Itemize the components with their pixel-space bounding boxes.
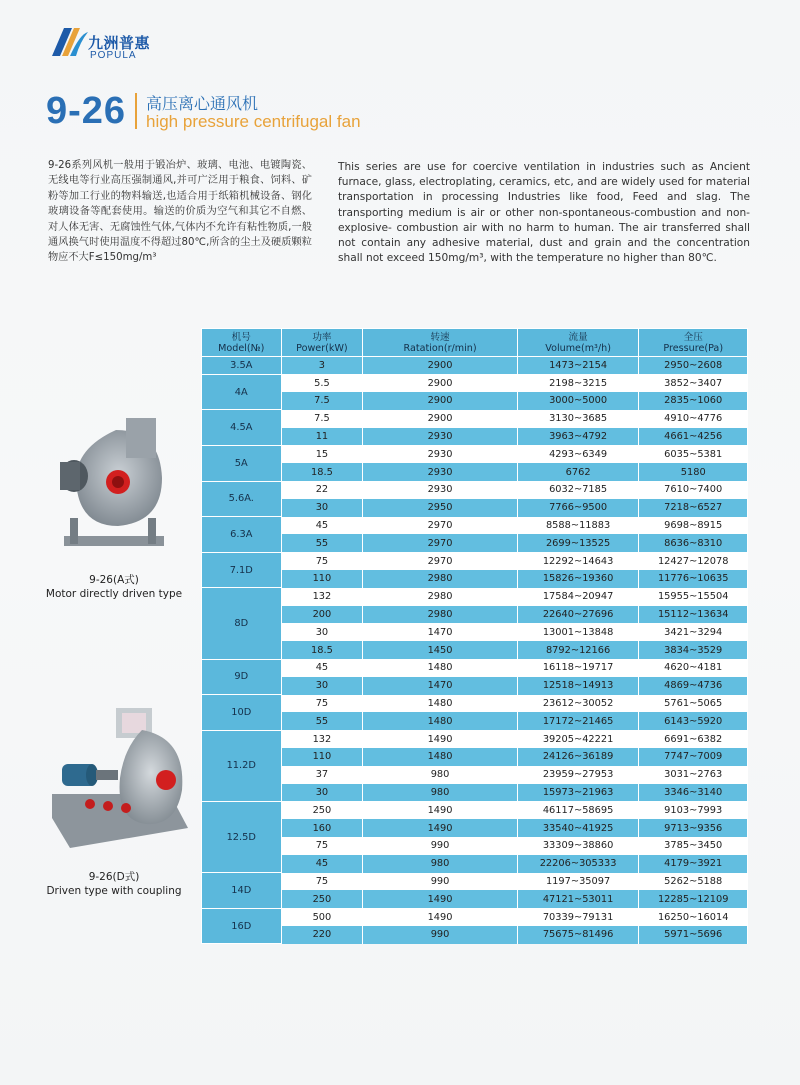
power-cell: 160: [281, 819, 363, 837]
model-cell: 9D: [202, 659, 282, 695]
model-cell: 14D: [202, 873, 282, 909]
power-cell: 30: [281, 623, 363, 641]
model-cell: 4.5A: [202, 410, 282, 446]
pressure-cell: 3346~3140: [639, 784, 748, 802]
table-row: [202, 766, 748, 784]
volume-cell: 8588~11883: [517, 517, 639, 535]
table-row: [202, 873, 748, 891]
volume-cell: 16118~19717: [517, 659, 639, 677]
power-cell: 11: [281, 428, 363, 446]
table-row: [202, 445, 748, 463]
volume-cell: 75675~81496: [517, 926, 639, 944]
pressure-cell: 6691~6382: [639, 730, 748, 748]
volume-cell: 6032~7185: [517, 481, 639, 499]
rotation-cell: 990: [363, 926, 517, 944]
fan-a-caption-type: Motor directly driven type: [45, 588, 183, 600]
power-cell: 220: [281, 926, 363, 944]
volume-cell: 2198~3215: [517, 374, 639, 392]
model-cell: 3.5A: [202, 357, 282, 375]
rotation-cell: 980: [363, 855, 517, 873]
pressure-cell: 15955~15504: [639, 588, 748, 606]
header-power: 功率 Power(kW): [281, 329, 363, 357]
power-cell: 75: [281, 873, 363, 891]
rotation-cell: 1490: [363, 801, 517, 819]
pressure-cell: 4179~3921: [639, 855, 748, 873]
table-row: [202, 606, 748, 624]
volume-cell: 13001~13848: [517, 623, 639, 641]
rotation-cell: 1470: [363, 623, 517, 641]
table-row: [202, 730, 748, 748]
power-cell: 37: [281, 766, 363, 784]
header-rotation: 转速 Ratation(r/min): [363, 329, 517, 357]
fan-d-caption-model: 9-26(D式): [88, 871, 140, 883]
table-row: [202, 623, 748, 641]
rotation-cell: 1480: [363, 695, 517, 713]
power-cell: 18.5: [281, 641, 363, 659]
power-cell: 18.5: [281, 463, 363, 481]
volume-cell: 8792~12166: [517, 641, 639, 659]
table-row: [202, 659, 748, 677]
model-cell: 4A: [202, 374, 282, 410]
pressure-cell: 6143~5920: [639, 712, 748, 730]
rotation-cell: 990: [363, 873, 517, 891]
table-row: [202, 677, 748, 695]
rotation-cell: 2900: [363, 410, 517, 428]
pressure-cell: 7747~7009: [639, 748, 748, 766]
pressure-cell: 5761~5065: [639, 695, 748, 713]
volume-cell: 33309~38860: [517, 837, 639, 855]
pressure-cell: 7218~6527: [639, 499, 748, 517]
rotation-cell: 980: [363, 784, 517, 802]
pressure-cell: 2950~2608: [639, 357, 748, 375]
power-cell: 45: [281, 855, 363, 873]
volume-cell: 1197~35097: [517, 873, 639, 891]
fan-d-caption-type: Driven type with coupling: [46, 885, 182, 897]
rotation-cell: 1490: [363, 908, 517, 926]
pressure-cell: 9103~7993: [639, 801, 748, 819]
power-cell: 15: [281, 445, 363, 463]
pressure-cell: 2835~1060: [639, 392, 748, 410]
pressure-cell: 3031~2763: [639, 766, 748, 784]
table-row: [202, 570, 748, 588]
power-cell: 200: [281, 606, 363, 624]
table-row: [202, 748, 748, 766]
popula-logo-icon: [50, 26, 90, 60]
rotation-cell: 1490: [363, 890, 517, 908]
volume-cell: 3963~4792: [517, 428, 639, 446]
volume-cell: 12518~14913: [517, 677, 639, 695]
volume-cell: 70339~79131: [517, 908, 639, 926]
pressure-cell: 3834~3529: [639, 641, 748, 659]
table-row: [202, 588, 748, 606]
table-row: [202, 926, 748, 944]
power-cell: 55: [281, 712, 363, 730]
pressure-cell: 9698~8915: [639, 517, 748, 535]
pressure-cell: 11776~10635: [639, 570, 748, 588]
table-row: [202, 499, 748, 517]
model-cell: 6.3A: [202, 517, 282, 553]
volume-cell: 22640~27696: [517, 606, 639, 624]
pressure-cell: 8636~8310: [639, 534, 748, 552]
volume-cell: 15973~21963: [517, 784, 639, 802]
rotation-cell: 2970: [363, 552, 517, 570]
power-cell: 7.5: [281, 392, 363, 410]
rotation-cell: 2970: [363, 534, 517, 552]
header-model: 机号 Model(№): [202, 329, 282, 357]
table-row: [202, 712, 748, 730]
power-cell: 132: [281, 730, 363, 748]
pressure-cell: 5971~5696: [639, 926, 748, 944]
pressure-cell: 4661~4256: [639, 428, 748, 446]
power-cell: 75: [281, 695, 363, 713]
table-row: [202, 410, 748, 428]
power-cell: 132: [281, 588, 363, 606]
power-cell: 30: [281, 499, 363, 517]
pressure-cell: 3785~3450: [639, 837, 748, 855]
pressure-cell: 4869~4736: [639, 677, 748, 695]
volume-cell: 47121~53011: [517, 890, 639, 908]
volume-cell: 24126~36189: [517, 748, 639, 766]
pressure-cell: 5262~5188: [639, 873, 748, 891]
rotation-cell: 2900: [363, 392, 517, 410]
fan-d-caption: [24, 870, 204, 898]
power-cell: 30: [281, 677, 363, 695]
brand-name-en: POPULA: [90, 50, 137, 61]
pressure-cell: 15112~13634: [639, 606, 748, 624]
rotation-cell: 1480: [363, 659, 517, 677]
table-row: [202, 837, 748, 855]
pressure-cell: 12285~12109: [639, 890, 748, 908]
pressure-cell: 6035~5381: [639, 445, 748, 463]
model-cell: 5.6A.: [202, 481, 282, 517]
fan-d-type-image: [50, 708, 190, 857]
rotation-cell: 2930: [363, 428, 517, 446]
table-header-row: [202, 329, 748, 357]
power-cell: 7.5: [281, 410, 363, 428]
table-row: [202, 552, 748, 570]
volume-cell: 7766~9500: [517, 499, 639, 517]
brand-name-cn: 九洲普惠: [88, 34, 151, 52]
volume-cell: 22206~305333: [517, 855, 639, 873]
rotation-cell: 980: [363, 766, 517, 784]
volume-cell: 4293~6349: [517, 445, 639, 463]
rotation-cell: 2980: [363, 570, 517, 588]
fan-a-caption: [24, 573, 204, 601]
power-cell: 250: [281, 890, 363, 908]
volume-cell: 6762: [517, 463, 639, 481]
rotation-cell: 1480: [363, 748, 517, 766]
table-row: [202, 641, 748, 659]
volume-cell: 33540~41925: [517, 819, 639, 837]
rotation-cell: 2930: [363, 445, 517, 463]
table-row: [202, 428, 748, 446]
model-title: 9-26: [46, 90, 127, 132]
rotation-cell: 2970: [363, 517, 517, 535]
table-row: [202, 695, 748, 713]
table-row: [202, 374, 748, 392]
model-cell: 8D: [202, 588, 282, 659]
table-row: [202, 357, 748, 375]
pressure-cell: 12427~12078: [639, 552, 748, 570]
volume-cell: 3000~5000: [517, 392, 639, 410]
rotation-cell: 1450: [363, 641, 517, 659]
power-cell: 22: [281, 481, 363, 499]
model-cell: 5A: [202, 445, 282, 481]
fan-a-type-image: [56, 418, 174, 582]
volume-cell: 46117~58695: [517, 801, 639, 819]
volume-cell: 2699~13525: [517, 534, 639, 552]
rotation-cell: 2930: [363, 481, 517, 499]
power-cell: 30: [281, 784, 363, 802]
rotation-cell: 2980: [363, 606, 517, 624]
table-row: [202, 890, 748, 908]
brand-logo: [50, 26, 160, 66]
power-cell: 75: [281, 837, 363, 855]
model-cell: 7.1D: [202, 552, 282, 588]
header-volume: 流量 Volume(m³/h): [517, 329, 639, 357]
table-row: [202, 784, 748, 802]
volume-cell: 12292~14643: [517, 552, 639, 570]
description-en: This series are use for coercive ventilation in industries such as Ancient furnace, glass, electroplating, ceramics, etc, and are widely used for material transportation in processing Industries like food, Feed and slag. The transporting medium is air or other non-spontaneous-combustion and non-explosive- combustion air with no harm to human. The air transferred shall not contain any adhesive material, dust and grain and the concentration shall not exceed 150mg/m³, with the temperature no higher than 80℃.: [338, 161, 750, 265]
volume-cell: 23612~30052: [517, 695, 639, 713]
power-cell: 55: [281, 534, 363, 552]
power-cell: 110: [281, 748, 363, 766]
power-cell: 500: [281, 908, 363, 926]
header-pressure: 全压 Pressure(Pa): [639, 329, 748, 357]
power-cell: 3: [281, 357, 363, 375]
rotation-cell: 2980: [363, 588, 517, 606]
volume-cell: 17584~20947: [517, 588, 639, 606]
fan-a-caption-model: 9-26(A式): [89, 574, 139, 586]
rotation-cell: 1490: [363, 730, 517, 748]
pressure-cell: 4910~4776: [639, 410, 748, 428]
pressure-cell: 4620~4181: [639, 659, 748, 677]
pressure-cell: 5180: [639, 463, 748, 481]
model-cell: 16D: [202, 908, 282, 944]
table-row: [202, 801, 748, 819]
rotation-cell: 2900: [363, 374, 517, 392]
volume-cell: 15826~19360: [517, 570, 639, 588]
table-row: [202, 517, 748, 535]
power-cell: 110: [281, 570, 363, 588]
table-row: [202, 534, 748, 552]
rotation-cell: 1470: [363, 677, 517, 695]
rotation-cell: 990: [363, 837, 517, 855]
pressure-cell: 7610~7400: [639, 481, 748, 499]
rotation-cell: 2900: [363, 357, 517, 375]
pressure-cell: 9713~9356: [639, 819, 748, 837]
pressure-cell: 3852~3407: [639, 374, 748, 392]
power-cell: 250: [281, 801, 363, 819]
power-cell: 5.5: [281, 374, 363, 392]
volume-cell: 3130~3685: [517, 410, 639, 428]
pressure-cell: 3421~3294: [639, 623, 748, 641]
power-cell: 45: [281, 659, 363, 677]
model-cell: 10D: [202, 695, 282, 731]
model-cell: 11.2D: [202, 730, 282, 801]
title-divider: [135, 93, 137, 129]
table-row: [202, 819, 748, 837]
power-cell: 75: [281, 552, 363, 570]
table-row: [202, 463, 748, 481]
volume-cell: 23959~27953: [517, 766, 639, 784]
model-cell: 12.5D: [202, 801, 282, 872]
rotation-cell: 1480: [363, 712, 517, 730]
table-row: [202, 855, 748, 873]
pressure-cell: 16250~16014: [639, 908, 748, 926]
rotation-cell: 2950: [363, 499, 517, 517]
product-name-en: high pressure centrifugal fan: [146, 112, 361, 131]
table-row: [202, 392, 748, 410]
table-row: [202, 908, 748, 926]
rotation-cell: 1490: [363, 819, 517, 837]
power-cell: 45: [281, 517, 363, 535]
rotation-cell: 2930: [363, 463, 517, 481]
spec-table: [201, 328, 748, 944]
table-row: [202, 481, 748, 499]
product-name-cn: 高压离心通风机: [146, 94, 259, 113]
description-cn: 9-26系列风机一般用于锻冶炉、玻璃、电池、电镀陶瓷、无线电等行业高压强制通风,并可广泛用于粮食、饲料、矿粉等加工行业的物料输送,也适合用于纸箱机械设备、钢化玻璃设备等配套使用。输送的价质为空气和其它不自燃、对人体无害、无腐蚀性气体,气体内不允许有粘性物质,一般通风换气时使用温度不得超过80℃,所含的尘土及硬质颗粒物应不大F≤150mg/m³: [48, 160, 312, 264]
volume-cell: 39205~42221: [517, 730, 639, 748]
volume-cell: 17172~21465: [517, 712, 639, 730]
volume-cell: 1473~2154: [517, 357, 639, 375]
